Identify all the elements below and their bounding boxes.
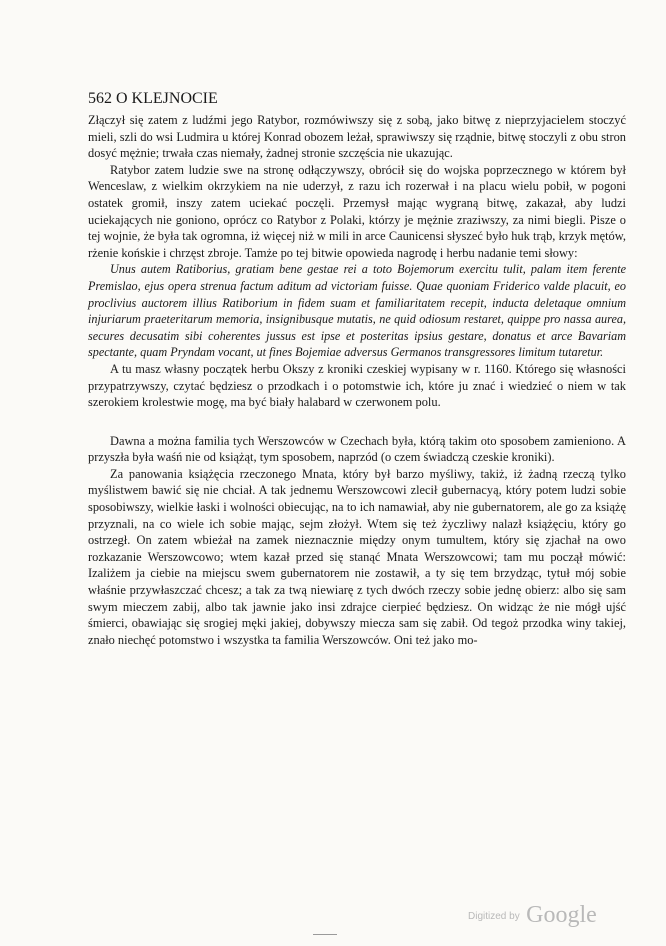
google-watermark	[468, 902, 597, 929]
paragraph-4: Dawna a można familia tych Werszowców w Czechach była, którą takim oto sposobem zamieniono. A przyszła była waśń nie od książąt, tym sposobem, naprzód (o czem świadczą czeskie kroniki).	[88, 433, 626, 465]
watermark-prefix: Digitized by	[468, 911, 520, 922]
latin-quotation: Unus autem Ratiborius, gratiam bene gestae rei a toto Bojemorum exercitu tulit, palam item ferente Premislao, ejus opera strenua factum aditum ad victoriam fuisse. Quae quoniam Friderico valde placuit, eo proclivius auctorem illius Ratiborium in fidem suam et familiaritatem recepit, inducta deletaque omnium injuriarum praeteritarum memoria, insignibusque mutatis, ne quid odiosum restaret, quippe pro nassa aurea, secures decusatim sibi coherentes jussus est ipse et posteritas ipsius gestare, donatus et arce Bavariam spectante, quam Pryndam vocant, ut fines Bojemiae adversus Germanos transgressores limitum tutaretur.	[88, 262, 626, 360]
footer-rule	[313, 934, 337, 935]
running-header	[88, 90, 626, 112]
section-gap	[88, 411, 626, 433]
running-title: O KLEJNOCIE	[116, 90, 218, 107]
paragraph-2: Ratybor zatem ludzie swe na stronę odłączywszy, obrócił się do wojska poprzecznego w którem był Wenceslaw, z wielkim okrzykiem na nie uderzył, z razu ich rozerwał i na placu wielu pobił, w pogoni ostatek gromił, inszy zatem uciekać poczęli. Przemysł mając wygraną bitwę, zakazał, aby ludzi uciekających nie goniono, oprócz co Ratybor z Polaki, którzy je mężnie zraziwszy, za nimi biegli. Pisze o tej wojnie, że była tak ogromna, iż więcej niż w mili in arce Caunicensi słyszeć było huk trąb, krzyk mętów, rżenie końskie i chrzęst zbroje. Tamże po tej bitwie opowieda nagrodę i herbu nadanie temi słowy:	[88, 162, 626, 260]
paragraph-1: Złączył się zatem z ludźmi jego Ratybor, rozmówiwszy się z sobą, jako bitwę z nieprzyjacielem stoczyć mieli, szli do wsi Ludmira u której Konrad obozem leżał, sprawiwszy się rządnie, bitwę stoczyli z obu stron dosyć mężnie; trwała czas niemały, żadnej stronie szczęścia nie ukazując.	[88, 113, 626, 161]
google-logo: Google	[526, 902, 597, 928]
page-number: 562	[88, 90, 112, 107]
paragraph-5: Za panowania książęcia rzeczonego Mnata, który był barzo myśliwy, takiż, iż żadną rzeczą tylko myślistwem bawić się nie chciał. A tak jednemu Werszowcowi zlecił gubernacyą, który potem ludzi sobie sposobiwszy, wielkie łaski i wolności obiecując, na to ich namawiał, aby nie gubernatorem, ale go za książę przyznali, na co wiele ich sobie mając, sejm złożył. Wtem się też życzliwy nalazł książęciu, który go ostrzegł. On zatem wbieżał na zamek nieznacznie między onym tumultem, który się zjachał na owo rozkazanie Werszowcowo; wtem kazał przed się stanąć Mnata Werszowcowi; tam mu począł mówić: Izaliżem ja ciebie na miejscu swem gubernatorem nie zostawił, a ty się tem brzydząc, tytuł mój sobie właśnie przywłaszczać chcesz; a tak za twą niewiarę z tych dwóch rzeczy sobie jednę obierz: albo się sam swym mieczem zabij, albo tak jawnie jako insi zdrajce cierpieć będziesz. On widząc że nie mógł ujść śmierci, obawiając się srogiej męki jakiej, dobywszy miecza sam się zabił. Od tegoż przodka winy takiej, znało niechęć potomstwo i wszystka ta familia Werszowców. Oni też jako mo-	[88, 466, 626, 647]
book-page	[88, 90, 626, 648]
paragraph-3: A tu masz własny początek herbu Okszy z kroniki czeskiej wypisany w r. 1160. Którego się własności przypatrzywszy, czytać będziesz o przodkach i o potomstwie ich, które ju znać i wiedzieć o niem w tak szerokiem krolestwie mogę, ma być biały halabard w czerwonem polu.	[88, 361, 626, 410]
